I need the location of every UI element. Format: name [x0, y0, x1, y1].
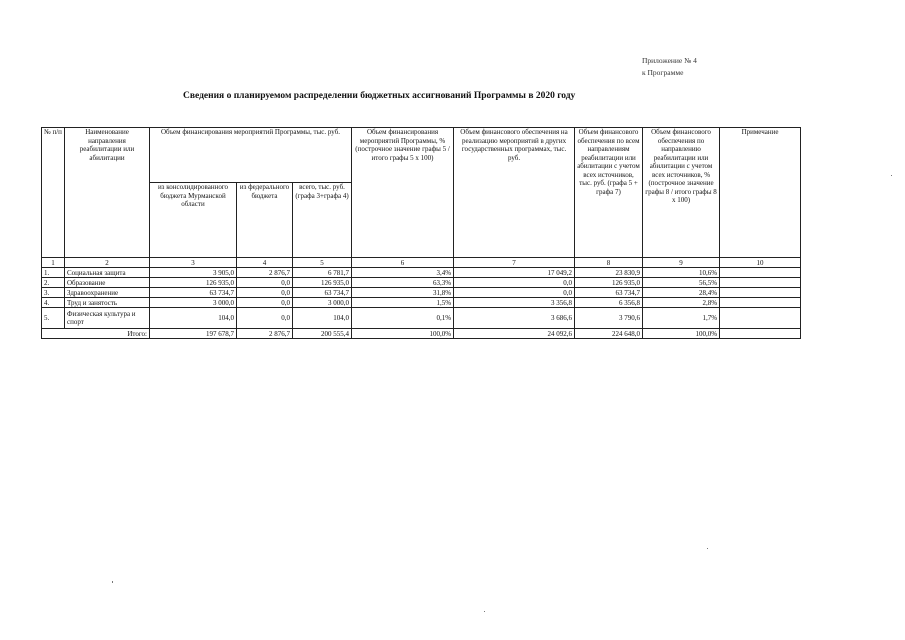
column-number: 6 — [352, 258, 454, 268]
all-sources-value: 3 790,6 — [575, 308, 643, 329]
scan-speck — [707, 548, 708, 549]
column-number: 5 — [293, 258, 352, 268]
table-row — [42, 298, 801, 308]
total-funding: 200 555,4 — [293, 329, 352, 339]
scan-speck — [484, 611, 485, 612]
regional-budget-value: 104,0 — [150, 308, 237, 329]
all-sources-share-value: 10,6% — [643, 268, 720, 278]
header-all-sources: Объем финансового обеспечения по всем направлениям реабилитации или абилитации с учетом всех источников, тыс. руб. (графа 5 + графа 7) — [575, 128, 643, 258]
other-programs-value: 17 049,2 — [454, 268, 575, 278]
table-row — [42, 308, 801, 329]
header-other-programs: Объем финансового обеспечения на реализацию мероприятий в других государственных программах, тыс. руб. — [454, 128, 575, 258]
row-number: 1. — [42, 268, 65, 278]
federal-budget-value: 0,0 — [237, 288, 293, 298]
funding-share-value: 31,8% — [352, 288, 454, 298]
federal-budget-value: 0,0 — [237, 298, 293, 308]
note-value — [720, 278, 801, 288]
direction-name: Труд и занятость — [65, 298, 150, 308]
header-note: Примечание — [720, 128, 801, 258]
header-row-number: № п/п — [42, 128, 65, 258]
column-number: 10 — [720, 258, 801, 268]
document-title: Сведения о планируемом распределении бюджетных ассигнований Программы в 2020 году — [183, 91, 576, 101]
total-regional-budget: 197 678,7 — [150, 329, 237, 339]
scan-speck — [112, 581, 113, 583]
column-number: 3 — [150, 258, 237, 268]
scan-speck — [891, 175, 892, 176]
all-sources-value: 6 356,8 — [575, 298, 643, 308]
appendix-reference: к Программе — [642, 68, 684, 77]
funding-share-value: 1,5% — [352, 298, 454, 308]
header-federal-budget: из федерального бюджета — [237, 183, 293, 258]
direction-name: Социальная защита — [65, 268, 150, 278]
total-label: Итого: — [42, 329, 150, 339]
table-row — [42, 268, 801, 278]
row-number: 5. — [42, 308, 65, 329]
direction-name: Здравоохранение — [65, 288, 150, 298]
all-sources-value: 126 935,0 — [575, 278, 643, 288]
header-funding-share: Объем финансирования мероприятий Программы, % (построчное значение графы 5 / итого графы 5 х 100) — [352, 128, 454, 258]
appendix-note — [642, 55, 697, 79]
total-funding-share: 100,0% — [352, 329, 454, 339]
column-number: 8 — [575, 258, 643, 268]
header-all-sources-share: Объем финансового обеспечения по направлению реабилитации или абилитации с учетом всех источников, % (построчное значение графы 8 / итого графы 8 х 100) — [643, 128, 720, 258]
table-row — [42, 278, 801, 288]
all-sources-share-value: 2,8% — [643, 298, 720, 308]
funding-share-value: 0,1% — [352, 308, 454, 329]
federal-budget-value: 2 876,7 — [237, 268, 293, 278]
note-value — [720, 298, 801, 308]
column-number: 1 — [42, 258, 65, 268]
direction-name: Образование — [65, 278, 150, 288]
header-direction-name: Наименование направления реабилитации или абилитации — [65, 128, 150, 258]
all-sources-value: 63 734,7 — [575, 288, 643, 298]
total-funding-value: 126 935,0 — [293, 278, 352, 288]
column-number: 9 — [643, 258, 720, 268]
regional-budget-value: 126 935,0 — [150, 278, 237, 288]
header-regional-budget: из консолидированного бюджета Мурманской области — [150, 183, 237, 258]
column-number: 2 — [65, 258, 150, 268]
all-sources-share-value: 28,4% — [643, 288, 720, 298]
note-value — [720, 308, 801, 329]
header-total-funding: всего, тыс. руб. (графа 3+графа 4) — [293, 183, 352, 258]
direction-name: Физическая культура и спорт — [65, 308, 150, 329]
total-federal-budget: 2 876,7 — [237, 329, 293, 339]
all-sources-share-value: 1,7% — [643, 308, 720, 329]
total-funding-value: 63 734,7 — [293, 288, 352, 298]
other-programs-value: 3 356,8 — [454, 298, 575, 308]
federal-budget-value: 0,0 — [237, 308, 293, 329]
regional-budget-value: 3 905,0 — [150, 268, 237, 278]
other-programs-value: 3 686,6 — [454, 308, 575, 329]
row-number: 3. — [42, 288, 65, 298]
all-sources-value: 23 830,9 — [575, 268, 643, 278]
row-number: 2. — [42, 278, 65, 288]
total-other-programs: 24 092,6 — [454, 329, 575, 339]
other-programs-value: 0,0 — [454, 278, 575, 288]
funding-share-value: 63,3% — [352, 278, 454, 288]
other-programs-value: 0,0 — [454, 288, 575, 298]
total-funding-value: 3 000,0 — [293, 298, 352, 308]
column-number: 7 — [454, 258, 575, 268]
total-funding-value: 6 781,7 — [293, 268, 352, 278]
appendix-number: Приложение № 4 — [642, 56, 697, 65]
total-funding-value: 104,0 — [293, 308, 352, 329]
regional-budget-value: 63 734,7 — [150, 288, 237, 298]
table-row — [42, 288, 801, 298]
total-all-sources-share: 100,0% — [643, 329, 720, 339]
row-number: 4. — [42, 298, 65, 308]
all-sources-share-value: 56,5% — [643, 278, 720, 288]
column-numbers-row — [42, 258, 801, 268]
header-funding-group: Объем финансирования мероприятий Программы, тыс. руб. — [150, 128, 352, 183]
note-value — [720, 288, 801, 298]
total-note — [720, 329, 801, 339]
budget-allocation-table — [41, 127, 801, 339]
total-row — [42, 329, 801, 339]
funding-share-value: 3,4% — [352, 268, 454, 278]
total-all-sources: 224 648,0 — [575, 329, 643, 339]
column-number: 4 — [237, 258, 293, 268]
regional-budget-value: 3 000,0 — [150, 298, 237, 308]
federal-budget-value: 0,0 — [237, 278, 293, 288]
note-value — [720, 268, 801, 278]
